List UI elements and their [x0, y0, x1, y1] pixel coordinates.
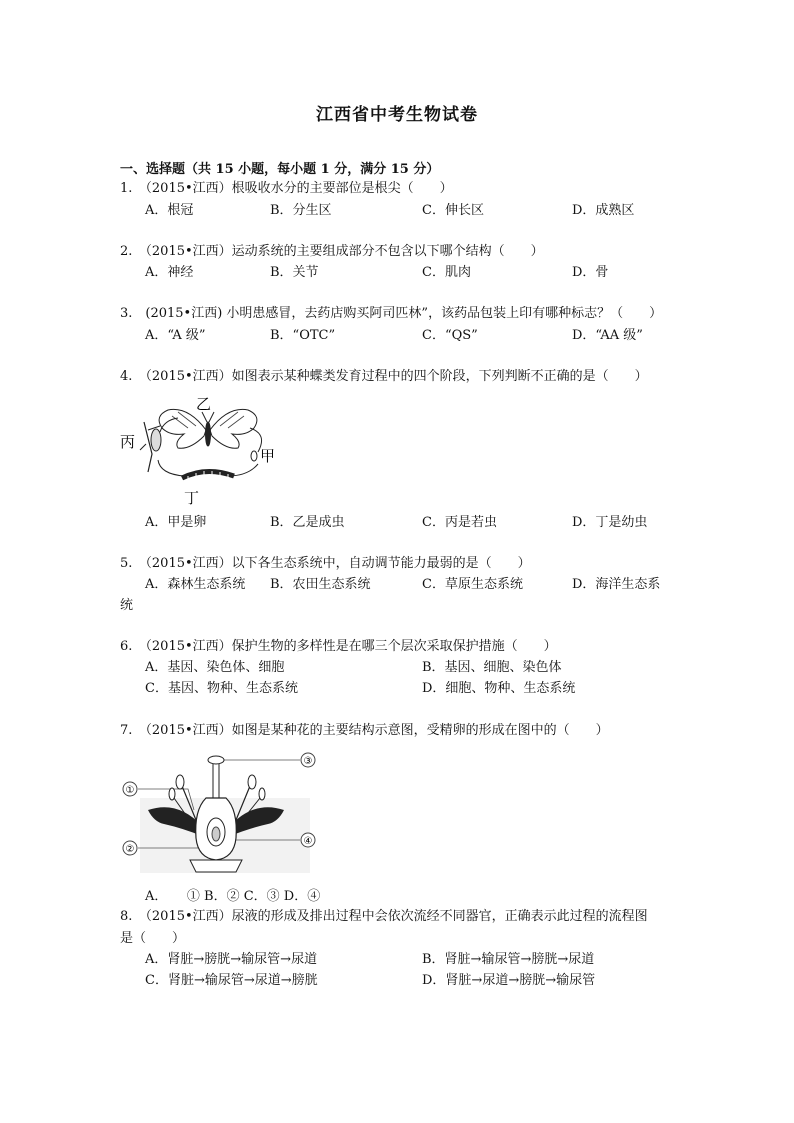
- butterfly-lifecycle-figure: [118, 392, 288, 507]
- option-b: B．乙是成虫: [270, 515, 345, 530]
- option-a: A．森林生态系统: [145, 577, 246, 592]
- option-d: D．丁是幼虫: [572, 515, 648, 530]
- label-2: ②: [125, 844, 135, 855]
- option-a: A．“A 级”: [145, 328, 206, 343]
- stigma: [208, 756, 224, 764]
- pupa-icon: [140, 422, 161, 472]
- option-a: A．甲是卵: [145, 515, 207, 530]
- cycle-arrow: [158, 460, 184, 476]
- option-c: C．“QS”: [422, 328, 478, 343]
- option-b: B．基因、细胞、染色体: [422, 660, 562, 675]
- page-title: 江西省中考生物试卷: [316, 105, 478, 125]
- option-c: C．基因、物种、生态系统: [145, 681, 298, 696]
- cycle-arrow: [250, 428, 262, 452]
- option-a: A．肾脏→膀胱→输尿管→尿道: [145, 952, 318, 967]
- receptacle: [190, 860, 242, 872]
- label-ding: 丁: [184, 489, 200, 507]
- option-b: B．分生区: [270, 203, 332, 218]
- option-b: B．农田生态系统: [270, 577, 371, 592]
- flower-structure-figure: [118, 748, 323, 876]
- option-d: D．成熟区: [572, 203, 635, 218]
- option-d: D．细胞、物种、生态系统: [422, 681, 576, 696]
- option-d: D．“AA 级”: [572, 328, 643, 343]
- option-c: C．伸长区: [422, 203, 484, 218]
- option-d: D．肾脏→尿道→膀胱→输尿管: [422, 973, 596, 988]
- egg-icon: [251, 451, 257, 461]
- caterpillar-icon: [182, 471, 234, 482]
- option-a: A．基因、染色体、细胞: [145, 660, 285, 675]
- option-b: B．“OTC”: [270, 328, 336, 343]
- question-stem: 4. （2015•江西）如图表示某种蝶类发育过程中的四个阶段，下列判断不正确的是（ ）: [120, 369, 648, 384]
- option-b: B．关节: [270, 265, 319, 280]
- option-d-wrap: 统: [120, 598, 134, 613]
- question-stem-wrap: 是（ ）: [120, 931, 186, 946]
- label-3: ③: [303, 756, 313, 767]
- option-d: D．海洋生态系: [572, 577, 661, 592]
- question-stem: 5. （2015•江西）以下各生态系统中，自动调节能力最弱的是（ ）: [120, 556, 531, 571]
- section-heading: 一、选择题（共 15 小题，每小题 1 分，满分 15 分）: [120, 162, 440, 177]
- question-stem: 2. （2015•江西）运动系统的主要组成部分不包含以下哪个结构（ ）: [120, 244, 544, 259]
- question-stem: 6. （2015•江西）保护生物的多样性是在哪三个层次采取保护措施（ ）: [120, 639, 557, 654]
- option-a: A．根冠: [145, 203, 194, 218]
- option-c: C．肾脏→输尿管→尿道→膀胱: [145, 973, 318, 988]
- option-c: C．肌肉: [422, 265, 471, 280]
- question-stem: 1. （2015•江西）根吸收水分的主要部位是根尖（ ）: [120, 181, 453, 196]
- option-c: C．草原生态系统: [422, 577, 523, 592]
- butterfly-icon: [159, 409, 257, 448]
- option-c: C．丙是若虫: [422, 515, 497, 530]
- label-4: ④: [303, 836, 313, 847]
- question-stem: 7. （2015•江西）如图是某种花的主要结构示意图，受精卵的形成在图中的（ ）: [120, 723, 609, 738]
- question-stem: 8. （2015•江西）尿液的形成及排出过程中会依次流经不同器官，正确表示此过程的流程图: [120, 909, 648, 924]
- option-d: D．骨: [572, 265, 609, 280]
- answer-options: A． ① B．② C．③ D．④: [145, 889, 321, 904]
- label-bing: 丙: [120, 433, 136, 451]
- label-jia: 甲: [260, 447, 276, 465]
- label-1: ①: [125, 785, 135, 796]
- option-a: A．神经: [145, 265, 194, 280]
- question-stem: 3. (2015•江西) 小明患感冒，去药店购买阿司匹林”，该药品包装上印有哪种标志？（ ）: [120, 306, 663, 321]
- option-b: B．肾脏→输尿管→膀胱→尿道: [422, 952, 595, 967]
- label-yi: 乙: [196, 395, 212, 413]
